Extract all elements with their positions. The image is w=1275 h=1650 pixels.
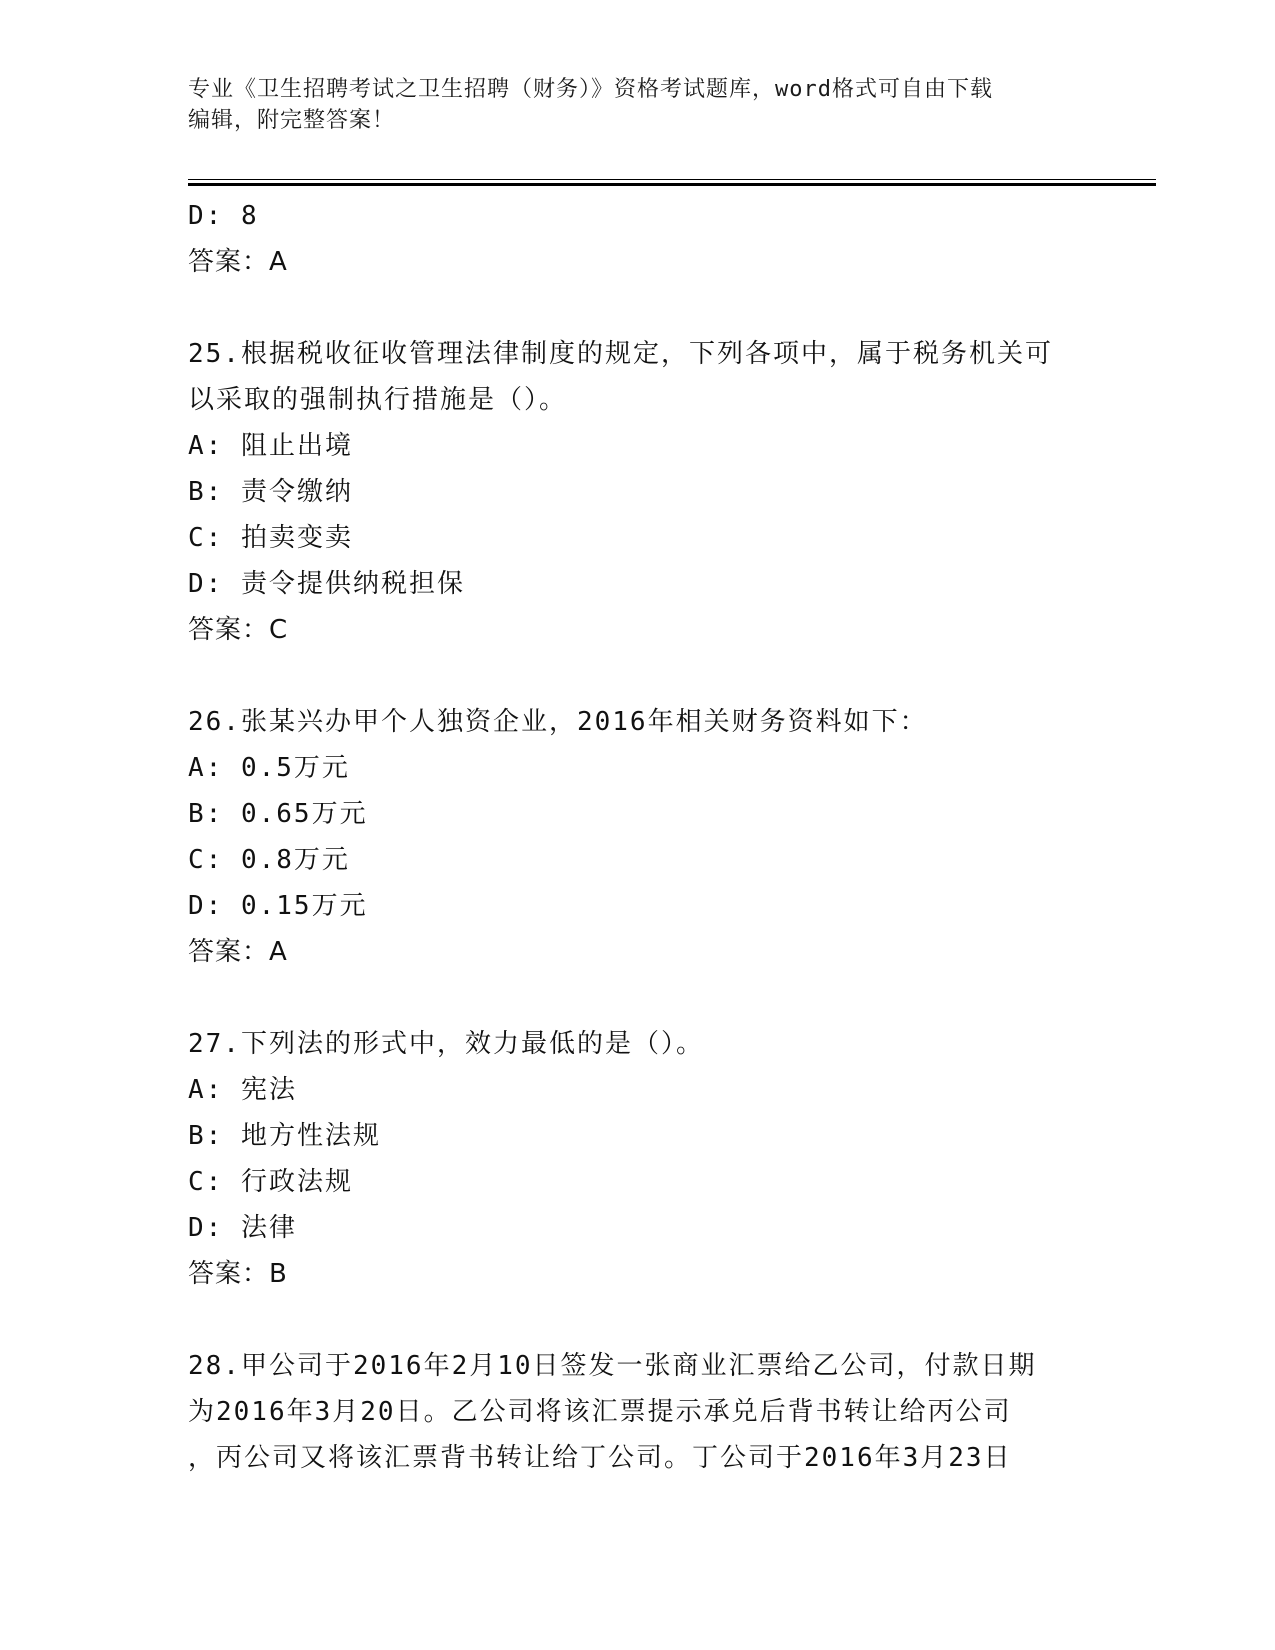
- option-a: A: 阻止出境: [188, 431, 353, 461]
- spacer: [188, 975, 1088, 1021]
- answer-line: 答案：C: [188, 615, 289, 645]
- question-25: [188, 331, 1088, 653]
- header-divider-thin: [188, 179, 1156, 180]
- question-text-line: 25.根据税收征收管理法律制度的规定，下列各项中，属于税务机关可: [188, 339, 1053, 369]
- header-line-2: 编辑，附完整答案！: [188, 108, 396, 133]
- spacer: [188, 285, 1088, 331]
- question-text-line: ，丙公司又将该汇票背书转让给丁公司。丁公司于2016年3月23日: [188, 1443, 1012, 1473]
- spacer: [188, 653, 1088, 699]
- option-c: C: 行政法规: [188, 1167, 353, 1197]
- option-d: D: 8: [188, 201, 259, 231]
- question-list: [188, 193, 1088, 1481]
- option-d: D: 责令提供纳税担保: [188, 569, 465, 599]
- question-text-line: 以采取的强制执行措施是（）。: [188, 385, 568, 415]
- answer-line: 答案：B: [188, 1259, 288, 1289]
- option-b: B: 0.65万元: [188, 799, 368, 829]
- option-a: A: 宪法: [188, 1075, 297, 1105]
- header-line-1: 专业《卫生招聘考试之卫生招聘（财务）》资格考试题库，word格式可自由下载: [188, 77, 993, 102]
- question-text-line: 26.张某兴办甲个人独资企业，2016年相关财务资料如下：: [188, 707, 928, 737]
- question-text-line: 27.下列法的形式中，效力最低的是（）。: [188, 1029, 704, 1059]
- question-28: [188, 1343, 1088, 1481]
- option-a: A: 0.5万元: [188, 753, 350, 783]
- question-text-line: 为2016年3月20日。乙公司将该汇票提示承兑后背书转让给丙公司: [188, 1397, 1012, 1427]
- option-b: B: 地方性法规: [188, 1121, 381, 1151]
- question-26: [188, 699, 1088, 975]
- header-divider-thick: [188, 183, 1156, 186]
- question-text-line: 28.甲公司于2016年2月10日签发一张商业汇票给乙公司，付款日期: [188, 1351, 1037, 1381]
- option-d: D: 0.15万元: [188, 891, 368, 921]
- spacer: [188, 1297, 1088, 1343]
- answer-line: 答案：A: [188, 247, 288, 277]
- option-c: C: 0.8万元: [188, 845, 350, 875]
- answer-line: 答案：A: [188, 937, 288, 967]
- question-27: [188, 1021, 1088, 1297]
- option-c: C: 拍卖变卖: [188, 523, 353, 553]
- option-b: B: 责令缴纳: [188, 477, 353, 507]
- option-d: D: 法律: [188, 1213, 297, 1243]
- page-header: [188, 74, 1068, 136]
